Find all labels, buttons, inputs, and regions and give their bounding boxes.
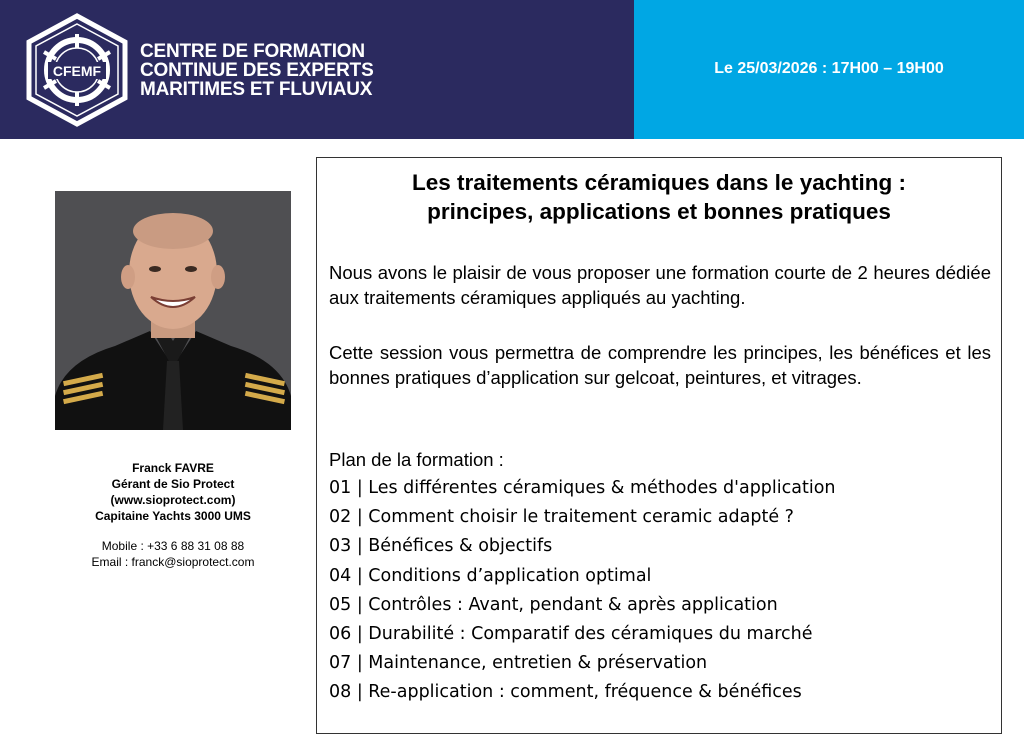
training-title-line: Les traitements céramiques dans le yachting : xyxy=(412,170,906,195)
plan-item: 06 | Durabilité : Comparatif des céramiques du marché xyxy=(329,623,813,644)
speaker-name: Franck FAVRE xyxy=(132,461,214,475)
speaker-website: (www.sioprotect.com) xyxy=(110,493,236,507)
speaker-role: Gérant de Sio Protect xyxy=(111,477,235,491)
session-paragraph: Cette session vous permettra de comprendre les principes, les bénéfices et les bonnes pratiques d’application sur gelcoat, peintures, et vitrages. xyxy=(329,342,991,388)
speaker-email: Email : franck@sioprotect.com xyxy=(91,555,255,569)
intro-paragraph: Nous avons le plaisir de vous proposer une formation courte de 2 heures dédiée aux traitements céramiques appliqués au yachting. xyxy=(329,262,991,308)
speaker-info xyxy=(55,460,291,570)
plan-item: 08 | Re-application : comment, fréquence & bénéfices xyxy=(329,682,802,703)
plan-heading: Plan de la formation : xyxy=(329,449,504,470)
org-name-line: CONTINUE DES EXPERTS xyxy=(140,60,374,81)
session-date: Le 25/03/2026 : 17H00 – 19H00 xyxy=(714,60,944,77)
plan-item: 02 | Comment choisir le traitement ceramic adapté ? xyxy=(329,507,794,528)
speaker-title: Capitaine Yachts 3000 UMS xyxy=(95,509,251,523)
training-description-box xyxy=(316,157,1002,734)
speaker-photo xyxy=(55,191,291,430)
organization-name xyxy=(140,42,374,99)
org-name-line: CENTRE DE FORMATION xyxy=(140,41,365,62)
plan-list xyxy=(329,474,836,708)
plan-item: 01 | Les différentes céramiques & méthodes d'application xyxy=(329,478,836,498)
plan-item: 05 | Contrôles : Avant, pendant & après application xyxy=(329,594,778,615)
plan-item: 04 | Conditions d’application optimal xyxy=(329,565,652,586)
training-title-line: principes, applications et bonnes pratiques xyxy=(427,199,891,224)
cfemf-logo xyxy=(22,12,132,128)
org-name-line: MARITIMES ET FLUVIAUX xyxy=(140,79,373,100)
speaker-mobile: Mobile : +33 6 88 31 08 88 xyxy=(101,539,245,553)
training-title xyxy=(317,168,1001,226)
logo-text: CFEMF xyxy=(52,63,102,79)
plan-item: 07 | Maintenance, entretien & préservation xyxy=(329,653,708,674)
plan-item: 03 | Bénéfices & objectifs xyxy=(329,536,553,557)
date-banner xyxy=(632,0,1024,139)
header-banner xyxy=(0,0,632,139)
speaker-contact xyxy=(55,538,291,570)
